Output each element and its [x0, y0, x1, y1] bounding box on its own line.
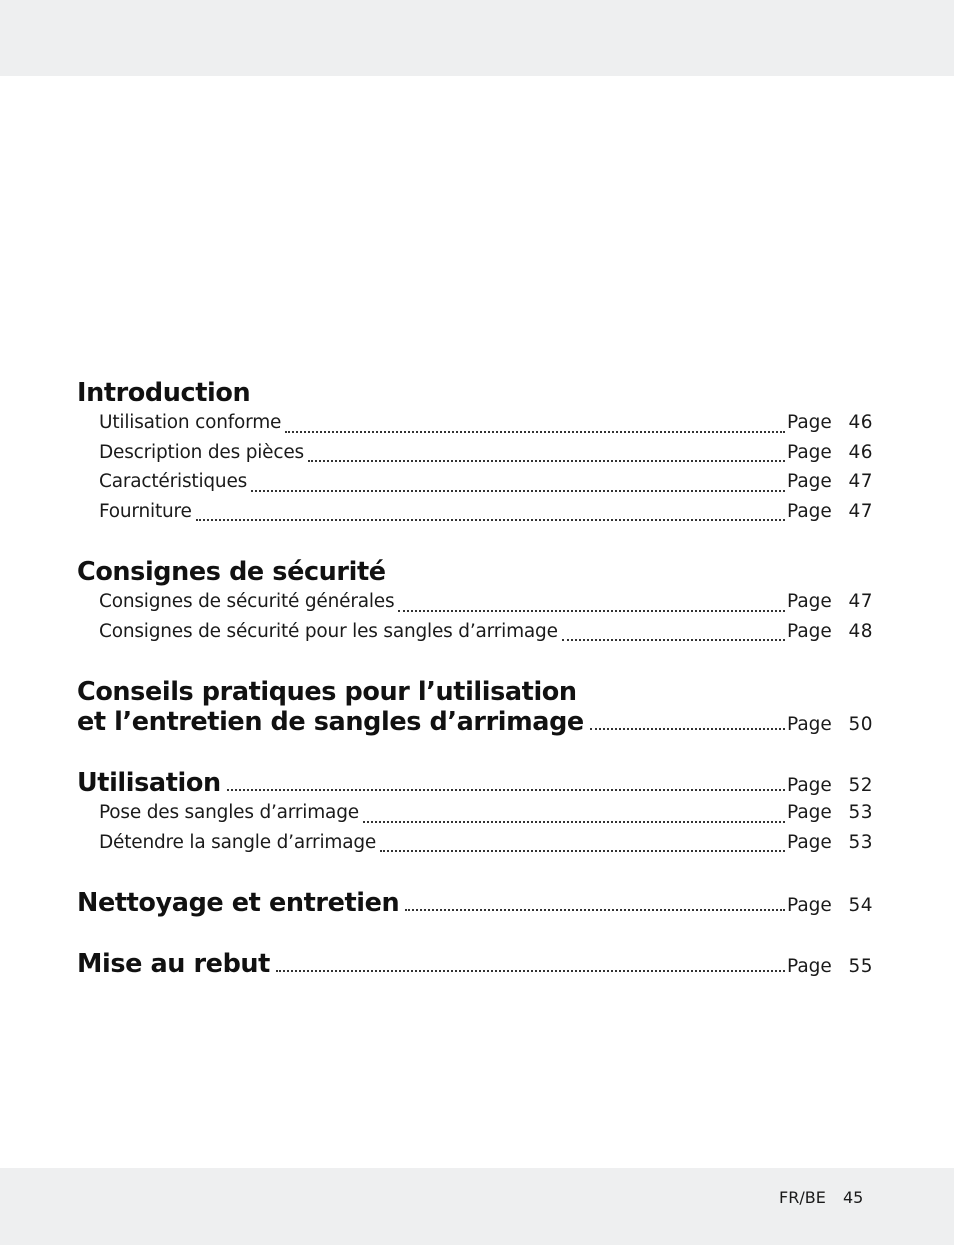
- dot-leader: [363, 820, 785, 823]
- page-ref: [787, 497, 873, 527]
- toc-section-safety: [77, 557, 873, 646]
- toc-entry[interactable]: [77, 467, 873, 497]
- page-word: Page: [787, 620, 832, 642]
- toc-heading-line2: et l’entretien de sangles d’arrimage: [77, 707, 584, 737]
- page-word: Page: [787, 831, 832, 853]
- dot-leader: [562, 638, 785, 641]
- page-number: 50: [848, 714, 873, 735]
- page-ref: [787, 956, 873, 977]
- page-word: Page: [787, 956, 832, 977]
- page-ref: [787, 587, 873, 617]
- page-ref: [787, 895, 873, 916]
- page-number: 55: [848, 956, 873, 977]
- page-ref: [787, 408, 873, 438]
- page-number: 53: [848, 831, 873, 853]
- page-word: Page: [787, 775, 832, 796]
- page-number: 47: [848, 591, 873, 612]
- page-number: 48: [848, 620, 873, 642]
- toc-section-introduction: [77, 378, 873, 526]
- toc-entry[interactable]: [77, 497, 873, 527]
- toc-heading: Mise au rebut: [77, 949, 270, 979]
- page-word: Page: [787, 441, 832, 463]
- toc-entry-label: Utilisation conforme: [99, 412, 282, 433]
- dot-leader: [308, 459, 785, 462]
- toc-entry[interactable]: [77, 587, 873, 617]
- dot-leader: [398, 609, 785, 612]
- page-word: Page: [787, 500, 832, 522]
- toc-heading-row: [77, 378, 873, 408]
- toc-heading-row[interactable]: [77, 949, 873, 979]
- toc-section-cleaning: [77, 888, 873, 918]
- page-word: Page: [787, 591, 832, 612]
- toc-entry-label: Fourniture: [99, 500, 192, 522]
- dot-leader: [251, 489, 785, 492]
- toc-entry[interactable]: [77, 828, 873, 858]
- dot-leader: [590, 727, 785, 730]
- toc-heading: Nettoyage et entretien: [77, 888, 400, 918]
- page-number: 46: [848, 441, 873, 463]
- page-word: Page: [787, 895, 832, 916]
- page-number: 54: [848, 895, 873, 916]
- toc-entry-label: Pose des sangles d’arrimage: [99, 802, 359, 823]
- toc-entry-label: Caractéristiques: [99, 471, 248, 492]
- page-ref: [787, 714, 873, 735]
- dot-leader: [276, 969, 785, 972]
- page-ref: [787, 775, 873, 796]
- page-number: 47: [848, 471, 873, 492]
- dot-leader: [380, 849, 785, 852]
- toc-heading: Utilisation: [77, 768, 221, 798]
- toc-entry[interactable]: [77, 438, 873, 468]
- toc-entry[interactable]: [77, 617, 873, 647]
- header-band: [0, 0, 954, 76]
- table-of-contents: [77, 378, 873, 979]
- toc-heading-row[interactable]: [77, 888, 873, 918]
- toc-section-practical-tips[interactable]: [77, 677, 873, 737]
- page-word: Page: [787, 412, 832, 433]
- footer-page-number: 45: [843, 1188, 864, 1207]
- page-ref: [787, 467, 873, 497]
- toc-entry[interactable]: [77, 798, 873, 828]
- toc-section-disposal: [77, 949, 873, 979]
- page-number: 52: [848, 775, 873, 796]
- page-word: Page: [787, 714, 832, 735]
- page-ref: [787, 798, 873, 828]
- toc-heading: Consignes de sécurité: [77, 557, 386, 587]
- page-ref: [787, 828, 873, 858]
- toc-section-utilisation: [77, 768, 873, 857]
- dot-leader: [405, 908, 785, 911]
- dot-leader: [227, 788, 785, 791]
- page-ref: [787, 617, 873, 647]
- toc-entry[interactable]: [77, 408, 873, 438]
- toc-entry-label: Consignes de sécurité générales: [99, 591, 395, 612]
- toc-entry-label: Description des pièces: [99, 441, 304, 463]
- page-ref: [787, 438, 873, 468]
- toc-entry-label: Consignes de sécurité pour les sangles d’arrimage: [99, 620, 558, 642]
- page-number: 46: [848, 412, 873, 433]
- footer-language-code: FR/BE: [779, 1188, 826, 1207]
- page-number: 47: [848, 500, 873, 522]
- toc-heading-row: [77, 557, 873, 587]
- toc-heading-row[interactable]: [77, 768, 873, 798]
- dot-leader: [285, 430, 785, 433]
- page-word: Page: [787, 471, 832, 492]
- toc-heading-row: [77, 677, 873, 707]
- page-word: Page: [787, 802, 832, 823]
- toc-heading-line1: Conseils pratiques pour l’utilisation: [77, 677, 577, 707]
- page-number: 53: [848, 802, 873, 823]
- toc-entry-label: Détendre la sangle d’arrimage: [99, 831, 377, 853]
- dot-leader: [196, 518, 785, 521]
- toc-heading-row: [77, 707, 873, 737]
- toc-heading: Introduction: [77, 378, 251, 408]
